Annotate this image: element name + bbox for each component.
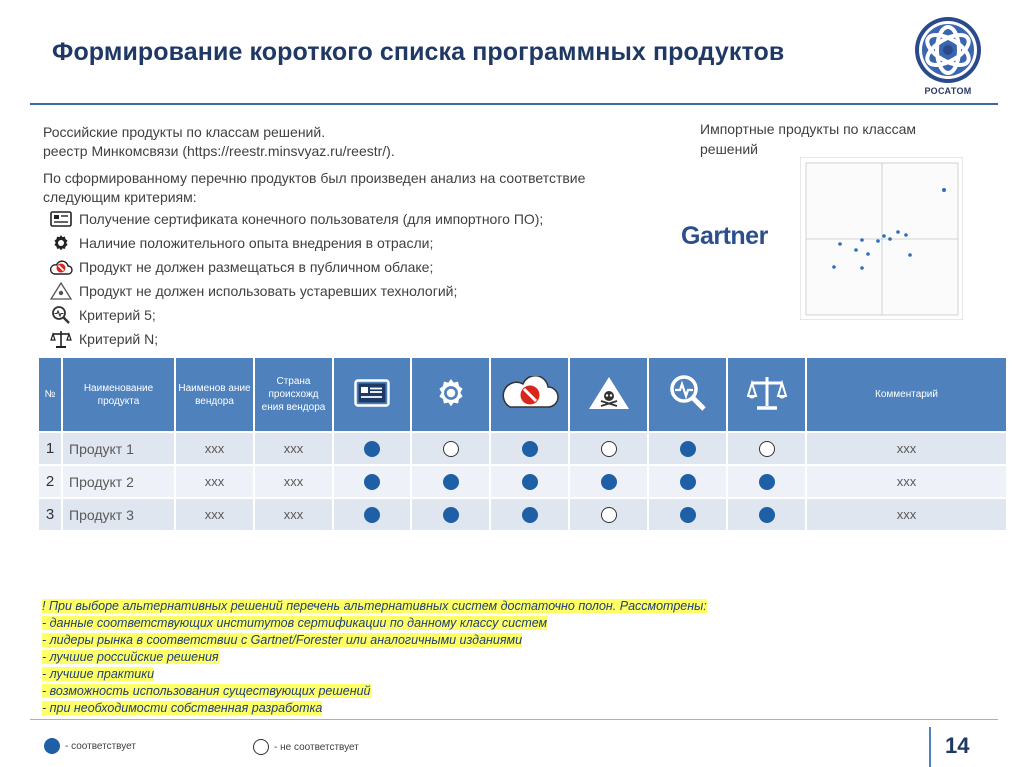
- criterion-cell: [490, 465, 569, 498]
- criterion-cell: [727, 498, 806, 531]
- criterion-cell: [727, 465, 806, 498]
- empty-dot-icon: [443, 441, 459, 457]
- empty-dot-icon: [601, 507, 617, 523]
- criterion-item: [49, 279, 683, 303]
- criterion-cell: [569, 465, 648, 498]
- title-divider: [30, 103, 998, 105]
- legend-match-label: - соответствует: [65, 740, 136, 752]
- vendor-name: xxx: [175, 465, 254, 498]
- table-row: [38, 432, 1007, 465]
- imports-label: [700, 119, 970, 159]
- page-number: 14: [945, 733, 970, 758]
- header-country: Страна происхожд ения вендора: [254, 357, 333, 432]
- vendor-country: xxx: [254, 465, 333, 498]
- criterion-cell: [411, 498, 490, 531]
- product-name: Продукт 2: [62, 465, 175, 498]
- header-num: №: [38, 357, 62, 432]
- criterion-item: [49, 207, 683, 231]
- row-number: 3: [38, 498, 62, 531]
- legend-match: [44, 738, 136, 754]
- criterion-label: Критерий N;: [79, 330, 159, 347]
- no-cloud-icon: [500, 376, 560, 410]
- criterion-cell: [411, 432, 490, 465]
- note-line: - при необходимости собственная разработка: [42, 701, 323, 715]
- scales-icon: [49, 328, 73, 350]
- filled-dot-icon: [680, 441, 696, 457]
- product-name: Продукт 1: [62, 432, 175, 465]
- vendor-name: xxx: [175, 498, 254, 531]
- no-cloud-icon: [49, 256, 73, 278]
- filled-dot-icon: [522, 441, 538, 457]
- filled-dot-icon: [364, 441, 380, 457]
- criterion-cell: [490, 498, 569, 531]
- hazard-icon: [587, 375, 631, 411]
- header-vendor: Наименов ание вендора: [175, 357, 254, 432]
- magnifier-icon: [49, 304, 73, 326]
- criterion-cell: [569, 432, 648, 465]
- gear-icon: [435, 377, 467, 409]
- criterion-item: [49, 303, 683, 327]
- row-number: 2: [38, 465, 62, 498]
- criterion-cell: [648, 498, 727, 531]
- filled-dot-icon: [759, 507, 775, 523]
- filled-dot-icon: [364, 507, 380, 523]
- gear-icon: [49, 232, 73, 254]
- table-header-row: [38, 357, 1007, 432]
- filled-dot-icon: [522, 507, 538, 523]
- analysis-line: следующим критериям:: [43, 189, 197, 205]
- intro-line: Российские продукты по классам решений.: [43, 124, 326, 140]
- filled-dot-icon: [759, 474, 775, 490]
- table-row: [38, 498, 1007, 531]
- filled-dot-icon: [680, 474, 696, 490]
- header-experience: [411, 357, 490, 432]
- criterion-item: [49, 327, 683, 351]
- rosatom-logo: [906, 12, 990, 102]
- note-line: ! При выборе альтернативных решений перечень альтернативных систем достаточно полон. Рассмотрены:: [42, 599, 707, 613]
- notes-block: [42, 598, 707, 717]
- page-title: Формирование короткого списка программных продуктов: [52, 38, 785, 66]
- filled-dot-icon: [601, 474, 617, 490]
- empty-dot-icon: [253, 739, 269, 755]
- criterion-cell: [727, 432, 806, 465]
- filled-dot-icon: [443, 507, 459, 523]
- footer-divider: [30, 719, 998, 720]
- criterion-label: Получение сертификата конечного пользователя (для импортного ПО);: [79, 210, 544, 227]
- magnifier-icon: [668, 373, 708, 413]
- note-line: - лучшие российские решения: [42, 650, 219, 664]
- filled-dot-icon: [364, 474, 380, 490]
- header-name: Наименование продукта: [62, 357, 175, 432]
- imports-label-line: Импортные продукты по классам: [700, 121, 916, 137]
- note-line: - возможность использования существующих решений: [42, 684, 371, 698]
- criterion-item: [49, 231, 683, 255]
- empty-dot-icon: [759, 441, 775, 457]
- products-table: [38, 357, 1007, 531]
- filled-dot-icon: [443, 474, 459, 490]
- criterion-label: Критерий 5;: [79, 306, 156, 323]
- criterion-cell: [411, 465, 490, 498]
- vendor-country: xxx: [254, 498, 333, 531]
- header-comment: Комментарий: [806, 357, 1007, 432]
- note-line: - данные соответствующих институтов сертификации по данному классу систем: [42, 616, 548, 630]
- empty-dot-icon: [601, 441, 617, 457]
- note-line: - лидеры рынка в соответствии с Gartnet/Forester или аналогичными изданиями: [42, 633, 523, 647]
- comment-cell: xxx: [806, 432, 1007, 465]
- criterion-item: [49, 255, 683, 279]
- registry-line: реестр Минкомсвязи (https://reestr.minsvyaz.ru/reestr/).: [43, 143, 395, 159]
- note-line: - лучшие практики: [42, 667, 155, 681]
- filled-dot-icon: [44, 738, 60, 754]
- criterion-label: Продукт не должен использовать устаревших технологий;: [79, 282, 458, 299]
- intro-block: [43, 123, 683, 351]
- criterion-cell: [569, 498, 648, 531]
- criterion-cell: [648, 432, 727, 465]
- criterion-cell: [333, 498, 411, 531]
- row-number: 1: [38, 432, 62, 465]
- comment-cell: xxx: [806, 498, 1007, 531]
- filled-dot-icon: [680, 507, 696, 523]
- gartner-logo: Gartner: [681, 222, 768, 250]
- criterion-label: Продукт не должен размещаться в публичном облаке;: [79, 258, 434, 275]
- header-magnifier: [648, 357, 727, 432]
- logo-text: РОСАТОМ: [924, 86, 972, 96]
- criterion-cell: [648, 465, 727, 498]
- header-hazard: [569, 357, 648, 432]
- header-scales: [727, 357, 806, 432]
- header-no-cloud: [490, 357, 569, 432]
- product-name: Продукт 3: [62, 498, 175, 531]
- filled-dot-icon: [522, 474, 538, 490]
- certificate-icon: [49, 208, 73, 230]
- certificate-icon: [354, 379, 390, 407]
- vendor-name: xxx: [175, 432, 254, 465]
- legend-no-match: [253, 739, 359, 755]
- comment-cell: xxx: [806, 465, 1007, 498]
- magic-quadrant-image: [800, 157, 963, 320]
- vendor-country: xxx: [254, 432, 333, 465]
- criterion-label: Наличие положительного опыта внедрения в отрасли;: [79, 234, 434, 251]
- imports-label-line: решений: [700, 141, 758, 157]
- analysis-line: По сформированному перечню продуктов был произведен анализ на соответствие: [43, 170, 586, 186]
- hazard-icon: [49, 280, 73, 302]
- header-certificate: [333, 357, 411, 432]
- scales-icon: [747, 374, 787, 412]
- table-row: [38, 465, 1007, 498]
- legend-no-match-label: - не соответствует: [274, 741, 359, 753]
- page-number-bar: [929, 727, 931, 767]
- criterion-cell: [490, 432, 569, 465]
- criterion-cell: [333, 432, 411, 465]
- criterion-cell: [333, 465, 411, 498]
